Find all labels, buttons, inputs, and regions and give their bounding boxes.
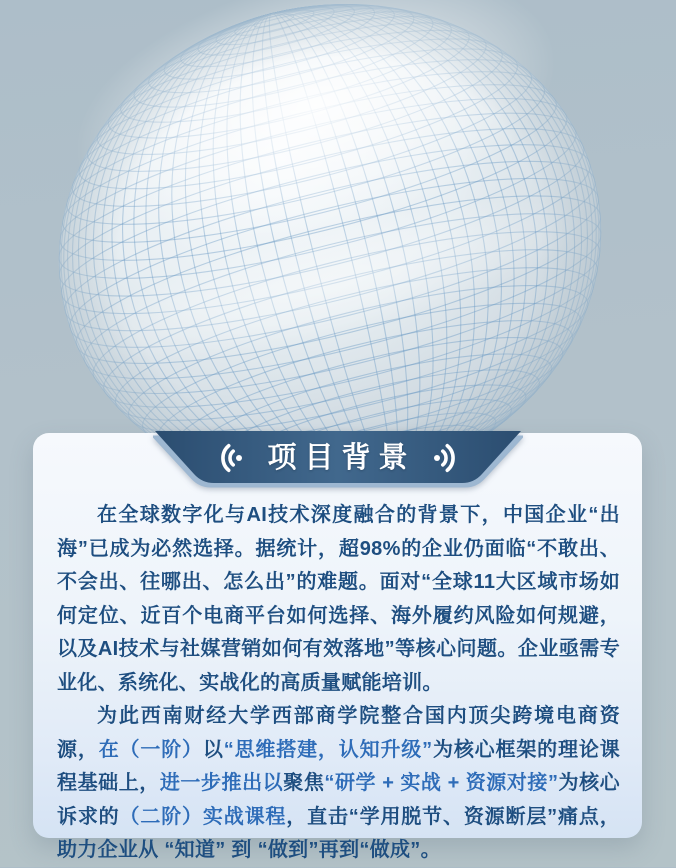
globe-rim-shade bbox=[7, 0, 653, 480]
emphasis-text: （二阶）实战课程 bbox=[119, 805, 287, 828]
section-title: 项目背景 bbox=[267, 442, 416, 474]
section-title-banner bbox=[153, 431, 523, 493]
paragraphs bbox=[57, 499, 620, 868]
body-text: ，直击“学用脱节、资源断层”痛点，助力企业从 “知道” 到 “做到”再到“做成”。 bbox=[57, 805, 621, 861]
project-background-card bbox=[33, 433, 642, 861]
body-text: 在全球数字化与AI技术深度融合的背景下，中国企业“出海”已成为必然选择。据统计，超98%的企业仍面临“不敢出、不会出、往哪出、怎么出”的难题。面对“全球11大区域市场如何定位、近百个电商平台如何选择、海外履约风险如何规避，以及AI技术与社媒营销如何有效落地”等核心问题。企业亟需专业化、系统化、实战化的高质量赋能培训。 bbox=[57, 504, 620, 694]
body-text: 为此西南财经大学西部商学院整合国内顶尖跨境电商资源， bbox=[57, 705, 620, 761]
body-text: 为核心框架的理论课程基础上， bbox=[57, 738, 620, 794]
paragraph bbox=[57, 700, 620, 868]
sound-wave-right-icon bbox=[425, 440, 469, 476]
emphasis-text: “思维搭建，认知升级” bbox=[223, 738, 433, 761]
body-text: 聚焦 bbox=[283, 772, 325, 794]
emphasis-text: 进一步推出以 bbox=[159, 772, 284, 794]
emphasis-text: “研学 + 实战 + 资源对接” bbox=[324, 772, 559, 794]
emphasis-text: 在（一阶） bbox=[98, 738, 203, 761]
body-text: 以 bbox=[202, 738, 224, 761]
body-text: 为核心诉求的 bbox=[57, 772, 620, 828]
paragraph bbox=[57, 499, 620, 700]
